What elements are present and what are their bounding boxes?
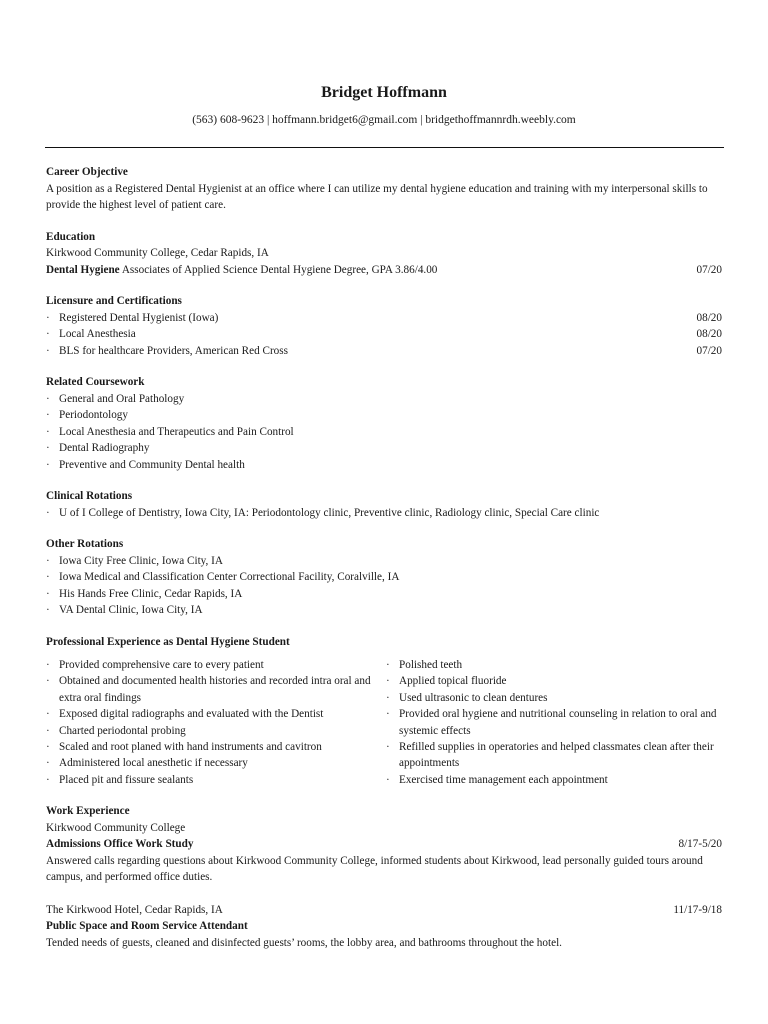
section-heading: Work Experience [46, 805, 130, 818]
job-entry [46, 902, 722, 952]
job-title: Admissions Office Work Study [46, 838, 194, 851]
list-item: · Exposed digital radiographs and evaluated with the Dentist [46, 706, 386, 722]
section-heading: Related Coursework [46, 376, 145, 388]
item-label: · Local Anesthesia [59, 328, 136, 340]
header-divider [45, 147, 724, 148]
experience-right-list [386, 657, 722, 788]
job-date: 11/17-9/18 [673, 903, 722, 916]
list-item: · Obtained and documented health histories and recorded intra oral and extra oral findings [46, 673, 386, 706]
list-item: · VA Dental Clinic, Iowa City, IA [46, 602, 722, 619]
resume-name: Bridget Hoffmann [321, 84, 447, 101]
list-item: · Iowa Medical and Classification Center Correctional Facility, Coralville, IA [46, 569, 722, 586]
job-date: 8/17-5/20 [678, 838, 722, 851]
list-item: · Periodontology [46, 407, 722, 424]
education-section [46, 229, 722, 279]
list-item: · Provided comprehensive care to every patient [46, 657, 386, 673]
resume-body [46, 164, 722, 966]
professional-experience-section [46, 634, 722, 789]
list-item: · Applied topical fluoride [386, 673, 722, 689]
degree-row [46, 262, 722, 279]
list-item [46, 343, 722, 360]
section-heading: Professional Experience as Dental Hygiene Student [46, 635, 290, 648]
degree-text [46, 262, 437, 279]
coursework-list [46, 391, 722, 474]
list-item: · Scaled and root planed with hand instruments and cavitron [46, 739, 386, 755]
contact-line: (563) 608-9623 | hoffmann.bridget6@gmail.com | bridgethoffmannrdh.weebly.com [192, 114, 576, 126]
list-item: · His Hands Free Clinic, Cedar Rapids, IA [46, 586, 722, 603]
job-description: Answered calls regarding questions about Kirkwood Community College, informed students about Kirkwood, lead personally guided tours around campus, and performed office duties. [46, 854, 703, 884]
list-item: · U of I College of Dentistry, Iowa City, IA: Periodontology clinic, Preventive clinic, Radiology clinic, Special Care clinic [46, 505, 722, 522]
clinical-rotations-section [46, 488, 722, 521]
degree-detail: Associates of Applied Science Dental Hygiene Degree, GPA 3.86/4.00 [119, 263, 438, 276]
list-item: · Polished teeth [386, 657, 722, 673]
list-item: · Placed pit and fissure sealants [46, 772, 386, 788]
clinical-list [46, 505, 722, 522]
item-date: 08/20 [696, 311, 722, 324]
item-label: · BLS for healthcare Providers, American Red Cross [59, 344, 288, 357]
job-title: Public Space and Room Service Attendant [46, 920, 248, 933]
list-item: · Refilled supplies in operatories and helped classmates clean after their appointments [386, 739, 722, 772]
degree-date: 07/20 [696, 263, 722, 276]
list-item: · Local Anesthesia and Therapeutics and Pain Control [46, 424, 722, 441]
degree-program: Dental Hygiene [46, 263, 120, 276]
list-item: · General and Oral Pathology [46, 391, 722, 408]
licensure-section [46, 293, 722, 359]
job-employer-row [46, 902, 722, 919]
other-rotations-list [46, 553, 722, 619]
objective-text: A position as a Registered Dental Hygienist at an office where I can utilize my dental hygiene education and training with my interpersonal skills to provide the highest level of patient care. [46, 182, 708, 211]
career-objective-section [46, 164, 722, 214]
item-date: 08/20 [696, 328, 722, 340]
job-description: Tended needs of guests, cleaned and disinfected guests’ rooms, the lobby area, and bathrooms throughout the hotel. [46, 936, 562, 949]
work-experience-section [46, 803, 722, 951]
licensure-list [46, 310, 722, 360]
list-item: · Administered local anesthetic if necessary [46, 755, 386, 771]
list-item: · Charted periodontal probing [46, 723, 386, 739]
school-name: Kirkwood Community College, Cedar Rapids, IA [46, 247, 269, 259]
list-item: · Used ultrasonic to clean dentures [386, 690, 722, 706]
list-item: · Dental Radiography [46, 440, 722, 457]
section-heading: Other Rotations [46, 538, 124, 550]
item-date: 07/20 [696, 344, 722, 357]
experience-columns [46, 657, 722, 788]
section-heading: Clinical Rotations [46, 490, 133, 502]
section-heading: Education [46, 230, 96, 243]
coursework-section [46, 374, 722, 473]
section-heading: Licensure and Certifications [46, 295, 182, 307]
job-employer: Kirkwood Community College [46, 821, 186, 834]
job-employer: The Kirkwood Hotel, Cedar Rapids, IA [46, 903, 223, 916]
job-entry [46, 820, 722, 886]
experience-left-list [46, 657, 386, 788]
job-title-row [46, 836, 722, 853]
list-item: · Preventive and Community Dental health [46, 457, 722, 474]
list-item: · Exercised time management each appointment [386, 772, 722, 788]
other-rotations-section [46, 536, 722, 619]
item-label: · Registered Dental Hygienist (Iowa) [59, 311, 219, 324]
list-item [46, 326, 722, 343]
section-heading: Career Objective [46, 166, 128, 178]
list-item: · Provided oral hygiene and nutritional counseling in relation to oral and systemic effects [386, 706, 722, 739]
list-item: · Iowa City Free Clinic, Iowa City, IA [46, 553, 722, 570]
list-item [46, 310, 722, 327]
